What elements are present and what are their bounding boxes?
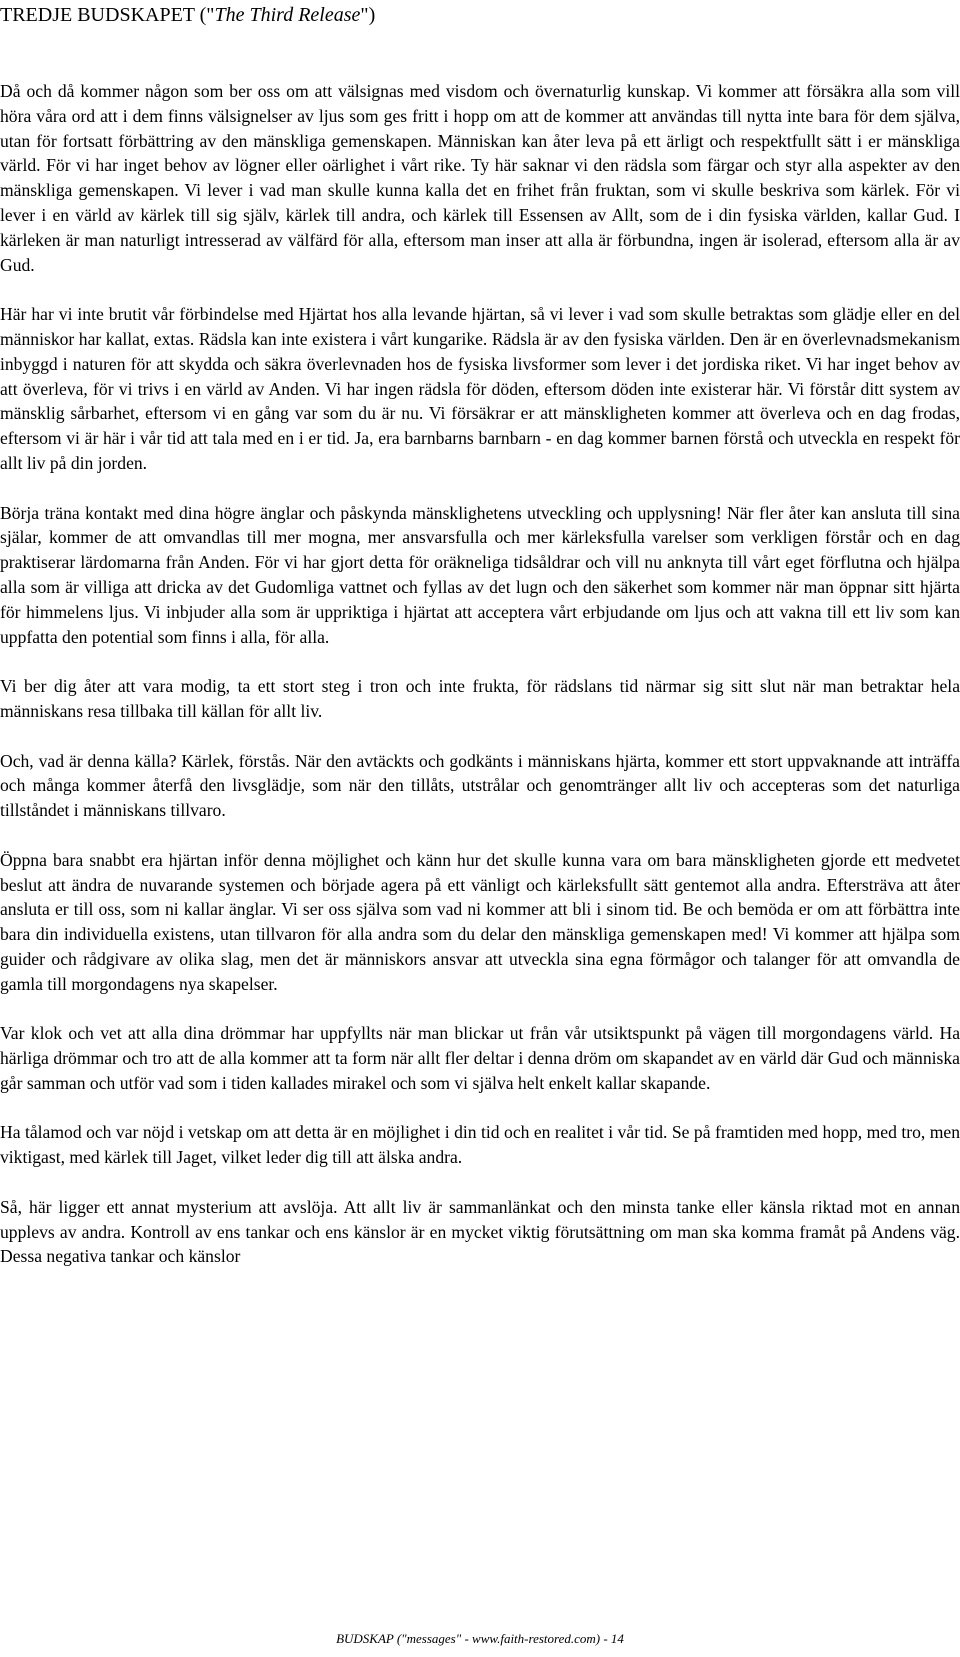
page-title: [0, 2, 375, 28]
paragraph-5: Och, vad är denna källa? Kärlek, förstås. När den avtäckts och godkänts i människans hjärta, kommer ett stort uppvaknande att inträffa och många kommer återfå den livsglädje, som när den tillåts, utstrålar och genomtränger allt liv och accepteras som det naturliga tillståndet i människans tillvaro.: [0, 750, 960, 821]
paragraph-9: Så, här ligger ett annat mysterium att avslöja. Att allt liv är sammanlänkat och den minsta tanke eller känsla riktad mot en annan upplevs av andra. Kontroll av ens tankar och ens känslor är en mycket viktig förutsättning om man ska komma framåt på Andens väg. Dessa negativa tankar och känslor: [0, 1196, 960, 1267]
paragraph-2: Här har vi inte brutit vår förbindelse med Hjärtat hos alla levande hjärtan, så vi lever i vad som skulle betraktas som glädje eller en del människor har kallat, extas. Rädsla kan inte existera i vårt kungarike. Rädsla är av den fysiska världen. Den är en överlevnadsmekanism inbyggd i naturen för att skydda och säkra överlevnaden hos de fysiska livsformer som lever i det jordiska riket. Vi har inget behov av att överleva, för vi trivs i en värld av Anden. Vi har ingen rädsla för döden, eftersom döden inte existerar här. Vi förstår ditt system av mänsklig sårbarhet, eftersom vi en gång var som du är nu. Vi försäkrar er att mänskligheten kommer att överleva och en dag frodas, eftersom vi är här i vår tid att tala med en i er tid. Ja, era barnbarns barnbarn - en dag kommer barnen förstå och utveckla en respekt för allt liv på din jorden.: [0, 304, 960, 473]
page-footer: BUDSKAP ("messages" - www.faith-restored.com) - 14: [336, 1631, 624, 1646]
paragraph-6: Öppna bara snabbt era hjärtan inför denna möjlighet och känn hur det skulle kunna vara om bara mänskligheten gjorde ett medvetet beslut att ändra de nuvarande systemen och började agera på ett vänligt och kärleksfullt sätt gentemot alla andra. Eftersträva att åter ansluta er till oss, som ni kallar änglar. Vi ser oss själva som vad ni kommer att bli i sinom tid. Be och bemöda er om att förbättra inte bara din individuella existens, utan tillvaron för alla andra som du delar den mänskliga gemenskapen med! Vi kommer att hjälpa som guider och rådgivare av olika slag, men det är människors ansvar att utveckla sina egna förmågor och talanger för att omvandla de gamla till morgondagens nya skapelser.: [0, 849, 960, 994]
document-body: [0, 79, 960, 1269]
page-title-prefix: TREDJE BUDSKAPET (": [0, 4, 215, 26]
page-title-italic: The Third Release: [214, 4, 361, 26]
paragraph-7: Var klok och vet att alla dina drömmar har uppfyllts när man blickar ut från vår utsiktspunkt på vägen till morgondagens värld. Ha härliga drömmar och tro att de alla kommer att ta form när allt fler deltar i denna dröm om skapandet av en värld där Gud och människa går samman och utför vad som i tiden kallades mirakel och som vi själva helt enkelt kallar skapande.: [0, 1023, 960, 1093]
page-title-suffix: "): [360, 4, 376, 26]
paragraph-8: Ha tålamod och var nöjd i vetskap om att detta är en möjlighet i din tid och en realitet i vår tid. Se på framtiden med hopp, med tro, men viktigast, med kärlek till Jaget, vilket leder dig till att älska andra.: [0, 1122, 960, 1168]
paragraph-4: Vi ber dig åter att vara modig, ta ett stort steg i tron och inte frukta, för rädslans tid närmar sig sitt slut när man betraktar hela människans resa tillbaka till källan för allt liv.: [0, 676, 960, 721]
paragraph-3: Börja träna kontakt med dina högre änglar och påskynda mänsklighetens utveckling och upplysning! När fler åter kan ansluta till sina själar, kommer de att omvandlas till mer mogna, mer ansvarsfulla och mer kärleksfulla varelser som verkligen förstår och en dag praktiserar lärdomarna från Anden. För vi har gjort detta för oräkneliga tidsåldrar och vill nu anknyta till vårt eget förflutna och hjälpa alla som är villiga att dricka av det Gudomliga vattnet och fyllas av det lugn och den säkerhet som kommer när man öppnar sitt hjärta för himmelens ljus. Vi inbjuder alla som är uppriktiga i hjärtat att acceptera vårt erbjudande om ljus och att vakna till ett liv som kan uppfatta den potential som finns i alla, för alla.: [0, 502, 960, 647]
paragraph-1: Då och då kommer någon som ber oss om att välsignas med visdom och övernaturlig kunskap. Vi kommer att försäkra alla som vill höra våra ord att i dem finns välsignelser av ljus som ges fritt i hopp om att de kommer att användas till nytta inte bara för dem själva, utan för fortsatt förbättring av den mänskliga gemenskapen. Människan kan åter leva på ett ärligt och respektfullt sätt i er mänskliga värld. För vi har inget behov av lögner eller oärlighet i vårt rike. Ty här saknar vi den rädsla som färgar och styr alla aspekter av den mänskliga gemenskapen. Vi lever i vad man skulle kunna kalla det en frihet från fruktan, som vi skulle beskriva som kärlek. För vi lever i en värld av kärlek till sig själv, kärlek till andra, och kärlek till Essensen av Allt, som de i din fysiska världen, kallar Gud. I kärleken är man naturligt intresserad av välfärd för alla, eftersom man inser att alla är förbundna, ingen är isolerad, eftersom alla är av Gud.: [0, 81, 960, 275]
